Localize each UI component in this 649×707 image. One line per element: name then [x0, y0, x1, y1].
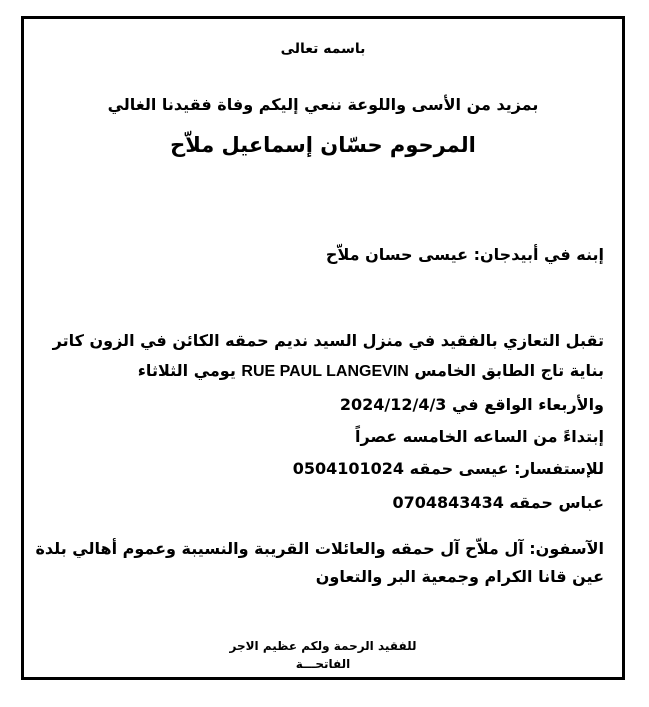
intro-line: بمزيد من الأسى واللوعة ننعي إليكم وفاة فقيدنا الغالي [107, 95, 539, 114]
closing-line-1: للفقيد الرحمة ولكم عظيم الاجر [229, 639, 417, 653]
condolences-line-3: والأربعاء الواقع في 2024/12/4/3 [339, 395, 604, 414]
notice-frame [21, 16, 625, 680]
son-line: إبنه في أبيدجان: عيسى حسان ملاّح [325, 245, 604, 264]
street-name: RUE PAUL LANGEVIN [241, 363, 409, 380]
invocation: باسمه تعالى [280, 41, 366, 57]
deceased-name: المرحوم حسّان إسماعيل ملاّح [170, 133, 476, 157]
condolences-line-2-prefix: بناية تاج الطابق الخامس [414, 361, 604, 380]
mourners-line-2: عين قانا الكرام وجمعية البر والتعاون [315, 567, 604, 586]
condolences-line-1: تقبل التعازي بالفقيد في منزل السيد نديم حمقه الكائن في الزون كاتر [52, 331, 604, 350]
mourners-line-1: الآسفون: آل ملاّح آل حمقه والعائلات القريبة والنسيبة وعموم أهالي بلدة [35, 539, 604, 558]
inquiries-line-1: للإستفسار: عيسى حمقه 0504101024 [292, 459, 604, 478]
condolences-line-4: إبتداءً من الساعه الخامسه عصراً [355, 427, 604, 446]
closing-line-2: الفاتحـــة [295, 657, 351, 671]
inquiries-line-2: عباس حمقه 0704843434 [392, 493, 604, 512]
condolences-line-2 [42, 361, 604, 381]
condolences-line-2-suffix: يومي الثلاثاء [137, 361, 236, 380]
